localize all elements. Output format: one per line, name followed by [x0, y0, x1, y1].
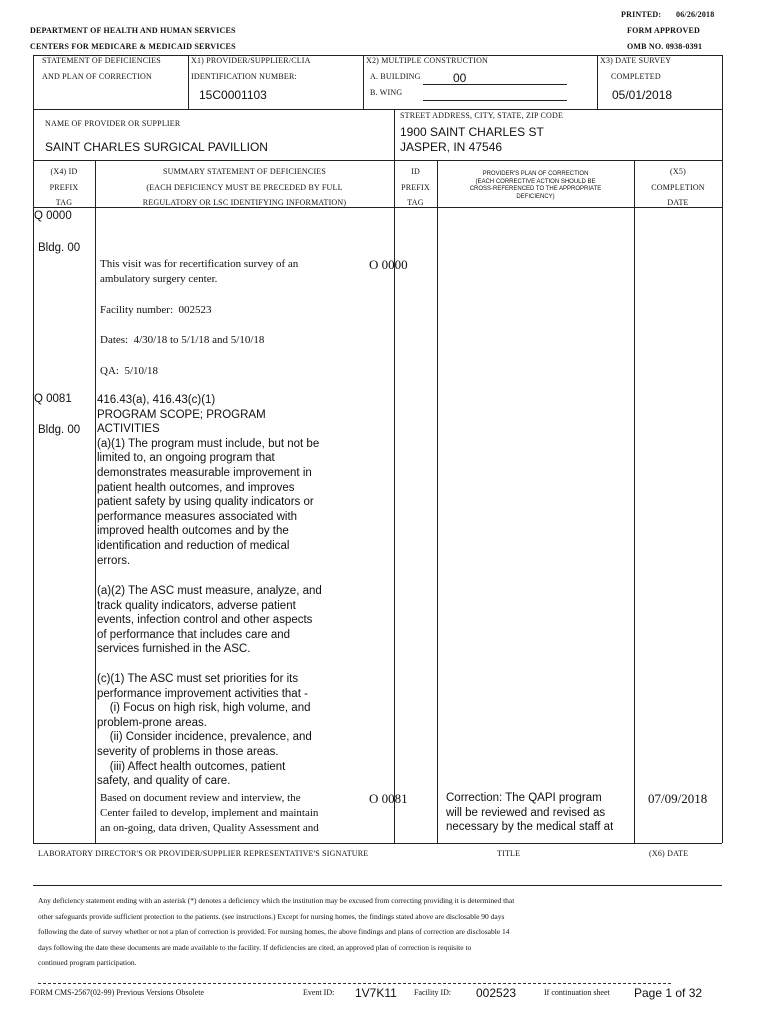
col-summary-header: SUMMARY STATEMENT OF DEFICIENCIES (EACH DEFICIENCY MUST BE PRECEDED BY FULL REGULATORY OR LSC IDENTIFYING INFORMATION) [142, 167, 347, 207]
agency-name: DEPARTMENT OF HEALTH AND HUMAN SERVICES [30, 26, 236, 35]
x3-label-1: X3) DATE SURVEY [600, 56, 672, 65]
facility-id: 002523 [476, 986, 517, 1000]
requirement-c1: (c)(1) The ASC must set priorities for its performance improvement activities that - (i) Focus on high risk, high volume, and problem-prone areas. (ii) Consider incidence, prevalence, and severity of problems in those areas. (iii) Affect health outcomes, patient safety, and quality of care. [97, 673, 312, 788]
address-label: STREET ADDRESS, CITY, STATE, ZIP CODE [400, 111, 564, 120]
prefix-tag-2: Q 0081 [34, 393, 72, 405]
x1-label-2: IDENTIFICATION NUMBER: [191, 72, 297, 81]
col-x4-header: (X4) ID PREFIX TAG [49, 167, 79, 207]
page-number: Page 1 of 32 [634, 986, 703, 1000]
statement-label-2: AND PLAN OF CORRECTION [42, 72, 152, 81]
omb-number: OMB NO. 0938-0391 [627, 42, 703, 51]
form-approved: FORM APPROVED [627, 26, 701, 35]
survey-dates: Dates: 4/30/18 to 5/1/18 and 5/10/18 [100, 334, 265, 346]
building-tag-2: Bldg. 00 [38, 424, 81, 436]
provider-name: SAINT CHARLES SURGICAL PAVILLION [45, 140, 268, 154]
plan-of-correction: Correction: The QAPI program will be reviewed and revised as necessary by the medical staff at [446, 792, 614, 834]
rule [188, 55, 189, 109]
rule [33, 109, 722, 110]
finding-text: Based on document review and interview, the Center failed to develop, implement and maintain an on-going, data driven, Quality Assessment and [100, 792, 319, 834]
printed-label: PRINTED: [621, 10, 662, 19]
prefix-tag-1: Q 0000 [34, 210, 72, 222]
signature-rule [33, 885, 722, 886]
rule [722, 55, 723, 843]
rule [597, 55, 598, 109]
rule [33, 843, 722, 844]
rule [33, 160, 722, 161]
visit-statement: This visit was for recertification survey of an ambulatory surgery center. [100, 258, 299, 285]
x1-label-1: X1) PROVIDER/SUPPLIER/CLIA [191, 56, 311, 65]
id-tag-2: O 0081 [369, 791, 408, 806]
col-plan-header: PROVIDER'S PLAN OF CORRECTION (EACH CORRECTIVE ACTION SHOULD BE CROSS-REFERENCED TO THE APPROPRIATE DEFICIENCY) [469, 171, 602, 200]
title-label: TITLE [497, 849, 521, 858]
requirement-a2: (a)(2) The ASC must measure, analyze, and track quality indicators, adverse patient events, infection control and other aspects of performance that includes care and services furnished in the ASC. [97, 585, 322, 656]
disclaimer-text: Any deficiency statement ending with an asterisk (*) denotes a deficiency which the institution may be excused from correcting providing it is determined that other safeguards provide sufficient protection to the patients. (see instructions.) Except for nursing homes, the findings stated above are disclosable 90 days following the date of survey whether or not a plan of correction is provided. For nursing homes, the above findings and plans of correction are disclosable 14 days following the date these documents are made available to the facility. If deficiencies are cited, an approved plan of correction is requisite to continued program participation. [38, 896, 515, 968]
provider-id: 15C0001103 [199, 88, 267, 102]
rule [394, 109, 395, 843]
address-street: 1900 SAINT CHARLES ST [400, 125, 544, 139]
col-x5-header: (X5) COMPLETION DATE [651, 167, 705, 207]
signature-label: LABORATORY DIRECTOR'S OR PROVIDER/SUPPLIER REPRESENTATIVE'S SIGNATURE [38, 849, 369, 858]
continuation-label: If continuation sheet [544, 988, 610, 997]
x3-label-2: COMPLETED [611, 72, 661, 81]
building-value: 00 [453, 71, 467, 85]
rule [634, 160, 635, 843]
col-id-header: ID PREFIX TAG [401, 167, 430, 207]
building-tag-1: Bldg. 00 [38, 242, 81, 254]
wing-underline [423, 100, 567, 101]
building-underline [423, 84, 567, 85]
form-number: FORM CMS-2567(02-99) Previous Versions Obsolete [30, 988, 205, 997]
event-id: 1V7K11 [355, 986, 397, 1000]
rule [437, 160, 438, 843]
statement-label-1: STATEMENT OF DEFICIENCIES [42, 56, 161, 65]
date-label: (X6) DATE [649, 849, 689, 858]
agency-subname: CENTERS FOR MEDICARE & MEDICAID SERVICES [30, 42, 236, 51]
printed-date: 06/26/2018 [676, 10, 715, 19]
id-tag-1: O 0000 [369, 257, 408, 272]
wing-label: B. WING [370, 88, 403, 97]
facility-number: Facility number: 002523 [100, 304, 212, 316]
x2-label: X2) MULTIPLE CONSTRUCTION [366, 56, 489, 65]
address-city: JASPER, IN 47546 [400, 140, 503, 154]
building-label: A. BUILDING [370, 72, 421, 81]
provider-name-label: NAME OF PROVIDER OR SUPPLIER [45, 119, 181, 128]
completion-date: 07/09/2018 [648, 791, 708, 806]
event-id-label: Event ID: [303, 988, 335, 997]
facility-id-label: Facility ID: [414, 988, 452, 997]
survey-date: 05/01/2018 [612, 88, 673, 102]
regulation-text: 416.43(a), 416.43(c)(1) PROGRAM SCOPE; PROGRAM ACTIVITIES (a)(1) The program must include, but not be limited to, an ongoing program that demonstrates measurable improvement in patient health outcomes, and improves patient safety by using quality indicators or performance measures associated with improved health outcomes and by the identification and reduction of medical errors. [97, 394, 320, 567]
footer-rule [38, 983, 671, 984]
rule [95, 160, 96, 843]
rule [363, 55, 364, 109]
qa-date: QA: 5/10/18 [100, 365, 159, 377]
